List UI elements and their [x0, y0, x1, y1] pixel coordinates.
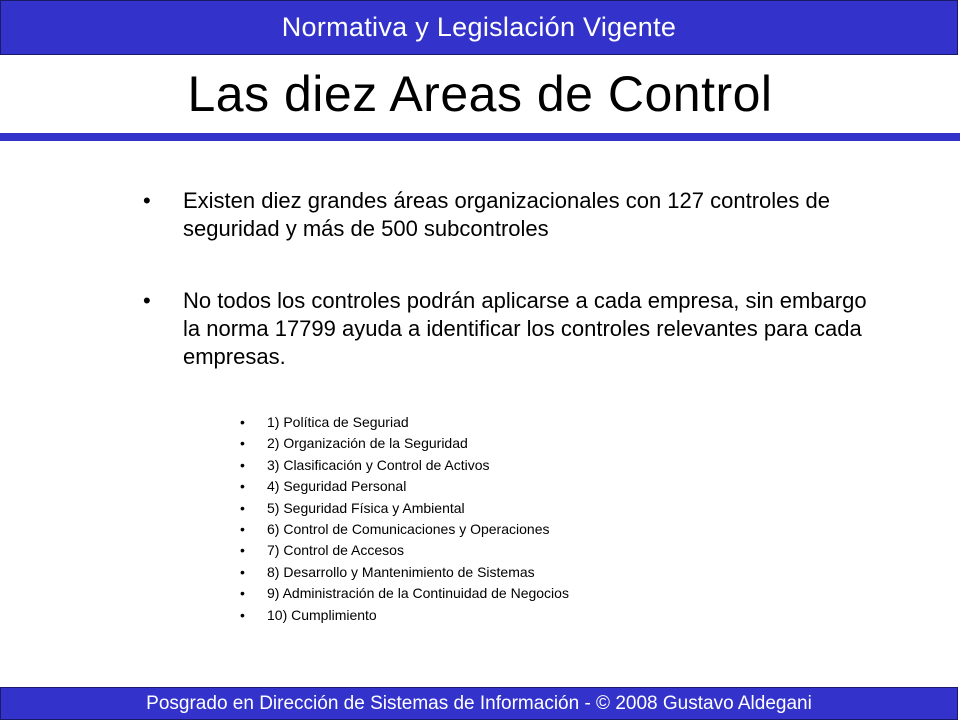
- header-title: Normativa y Legislación Vigente: [281, 12, 677, 42]
- bullet-icon: •: [240, 606, 245, 623]
- control-area-item: [240, 476, 569, 497]
- control-area-item: [240, 412, 569, 433]
- bullet-icon: •: [240, 435, 245, 452]
- bullet-icon: •: [240, 563, 245, 580]
- control-area-label: 9) Administración de la Continuidad de Negocios: [267, 585, 569, 602]
- control-area-item: [240, 433, 569, 454]
- control-area-item: [240, 540, 569, 561]
- bullet-icon: •: [240, 499, 245, 516]
- footer-bar: [0, 687, 958, 720]
- control-area-item: [240, 519, 569, 540]
- bullet-icon: •: [240, 456, 245, 473]
- main-point: [143, 187, 883, 243]
- footer-text: Posgrado en Dirección de Sistemas de Información - © 2008 Gustavo Aldegani: [146, 692, 812, 714]
- bullet-icon: •: [143, 188, 151, 213]
- control-area-label: 3) Clasificación y Control de Activos: [267, 456, 490, 473]
- control-area-label: 2) Organización de la Seguridad: [267, 435, 468, 452]
- control-area-label: 6) Control de Comunicaciones y Operaciones: [267, 520, 550, 537]
- control-area-item: [240, 605, 569, 626]
- bullet-icon: •: [240, 585, 245, 602]
- title-divider: [0, 133, 960, 141]
- control-area-item: [240, 562, 569, 583]
- control-area-item: [240, 455, 569, 476]
- slide-title: Las diez Areas de Control: [187, 66, 773, 122]
- control-areas-list: [240, 412, 569, 626]
- bullet-icon: •: [240, 542, 245, 559]
- main-point-text: Existen diez grandes áreas organizacionales con 127 controles de seguridad y más de 500 subcontroles: [183, 188, 830, 241]
- control-area-label: 1) Política de Seguriad: [267, 414, 409, 430]
- main-points-list: [143, 187, 883, 415]
- control-area-label: 5) Seguridad Física y Ambiental: [267, 499, 465, 516]
- bullet-icon: •: [240, 520, 245, 537]
- control-area-label: 8) Desarrollo y Mantenimiento de Sistemas: [267, 563, 535, 580]
- main-point-text: No todos los controles podrán aplicarse a cada empresa, sin embargo la norma 17799 ayuda a identificar los controles relevantes para cada empresas.: [183, 288, 867, 369]
- main-point: [143, 287, 883, 371]
- control-area-label: 10) Cumplimiento: [267, 606, 377, 623]
- bullet-icon: •: [240, 414, 245, 430]
- control-area-item: [240, 583, 569, 604]
- control-area-label: 4) Seguridad Personal: [267, 478, 407, 495]
- header-bar: [0, 0, 958, 55]
- bullet-icon: •: [240, 478, 245, 495]
- bullet-icon: •: [143, 288, 151, 313]
- control-area-item: [240, 498, 569, 519]
- control-area-label: 7) Control de Accesos: [267, 542, 404, 559]
